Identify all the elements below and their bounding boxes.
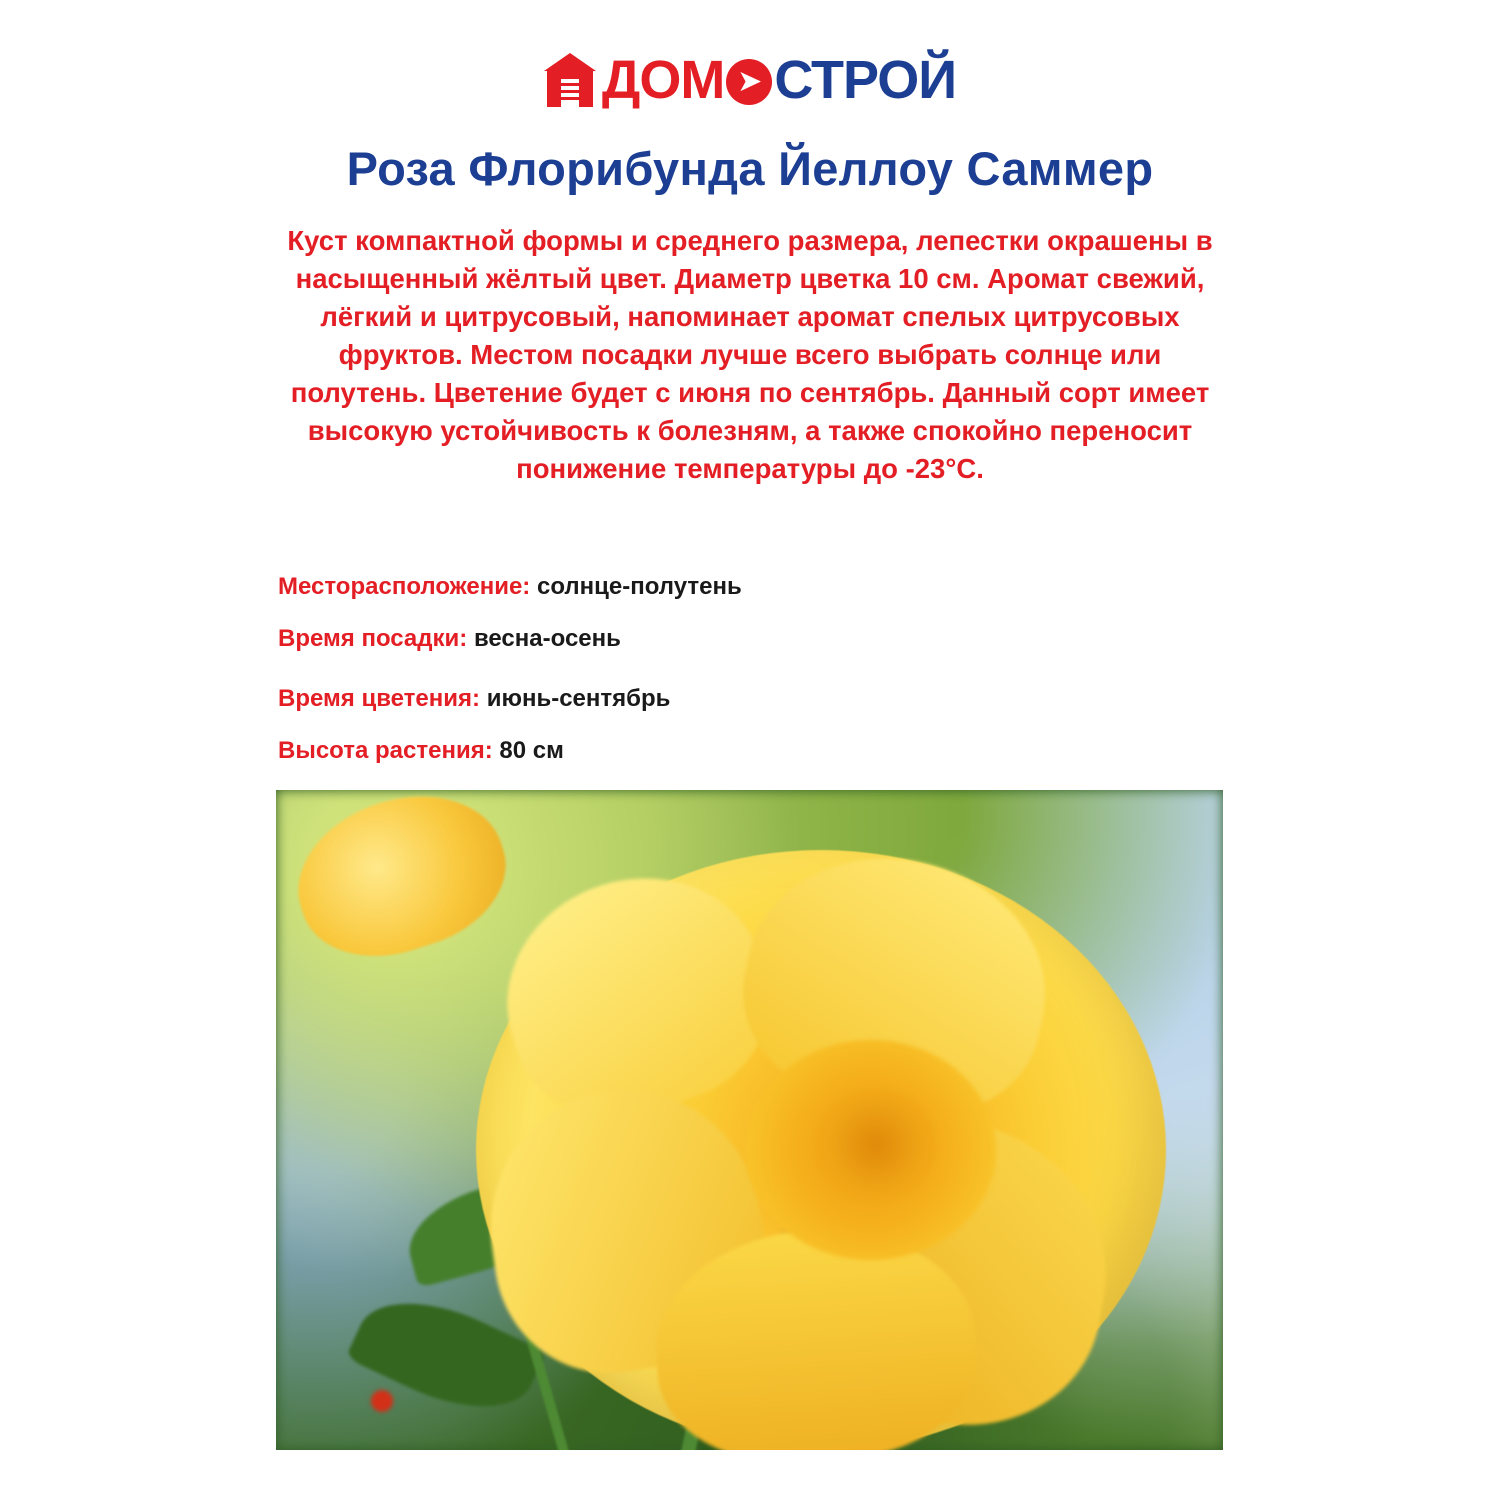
spec-label: Высота растения:	[278, 736, 493, 764]
logo-lockup	[544, 50, 957, 110]
spec-label: Время цветения:	[278, 684, 481, 712]
logo-text-dom: ДОМ	[601, 50, 725, 110]
product-photo	[276, 790, 1223, 1450]
house-icon	[544, 53, 596, 107]
arrow-right-icon: ➤	[726, 59, 772, 105]
spec-list	[278, 572, 1278, 824]
spec-value: июнь-сентябрь	[486, 684, 671, 712]
list-item	[278, 624, 1278, 654]
spec-value: весна-осень	[473, 624, 621, 652]
spec-value: 80 см	[499, 736, 564, 764]
product-description: Куст компактной формы и среднего размера, лепестки окрашены в насыщенный жёлтый цвет. Диаметр цветка 10 см. Аромат свежий, лёгкий и цитрусовый, напоминает аромат спелых цитрусовых фруктов. Местом посадки лучше всего выбрать солнце или полутень. Цветение будет с июня по сентябрь. Данный сорт имеет высокую устойчивость к болезням, а также спокойно переносит понижение температуры до -23°C.	[287, 225, 1213, 484]
logo-wordmark	[601, 50, 957, 110]
spec-label: Время посадки:	[278, 624, 468, 652]
logo-text-stroy: СТРОЙ	[774, 50, 957, 110]
spec-value: солнце-полутень	[536, 572, 742, 600]
list-item	[278, 572, 1278, 602]
page-title: Роза Флорибунда Йеллоу Саммер	[346, 142, 1154, 195]
brand-logo	[0, 0, 1500, 112]
list-item	[278, 736, 1278, 766]
list-item	[278, 684, 1278, 714]
yellow-rose-photo	[276, 790, 1223, 1450]
spec-label: Месторасположение:	[278, 572, 531, 600]
